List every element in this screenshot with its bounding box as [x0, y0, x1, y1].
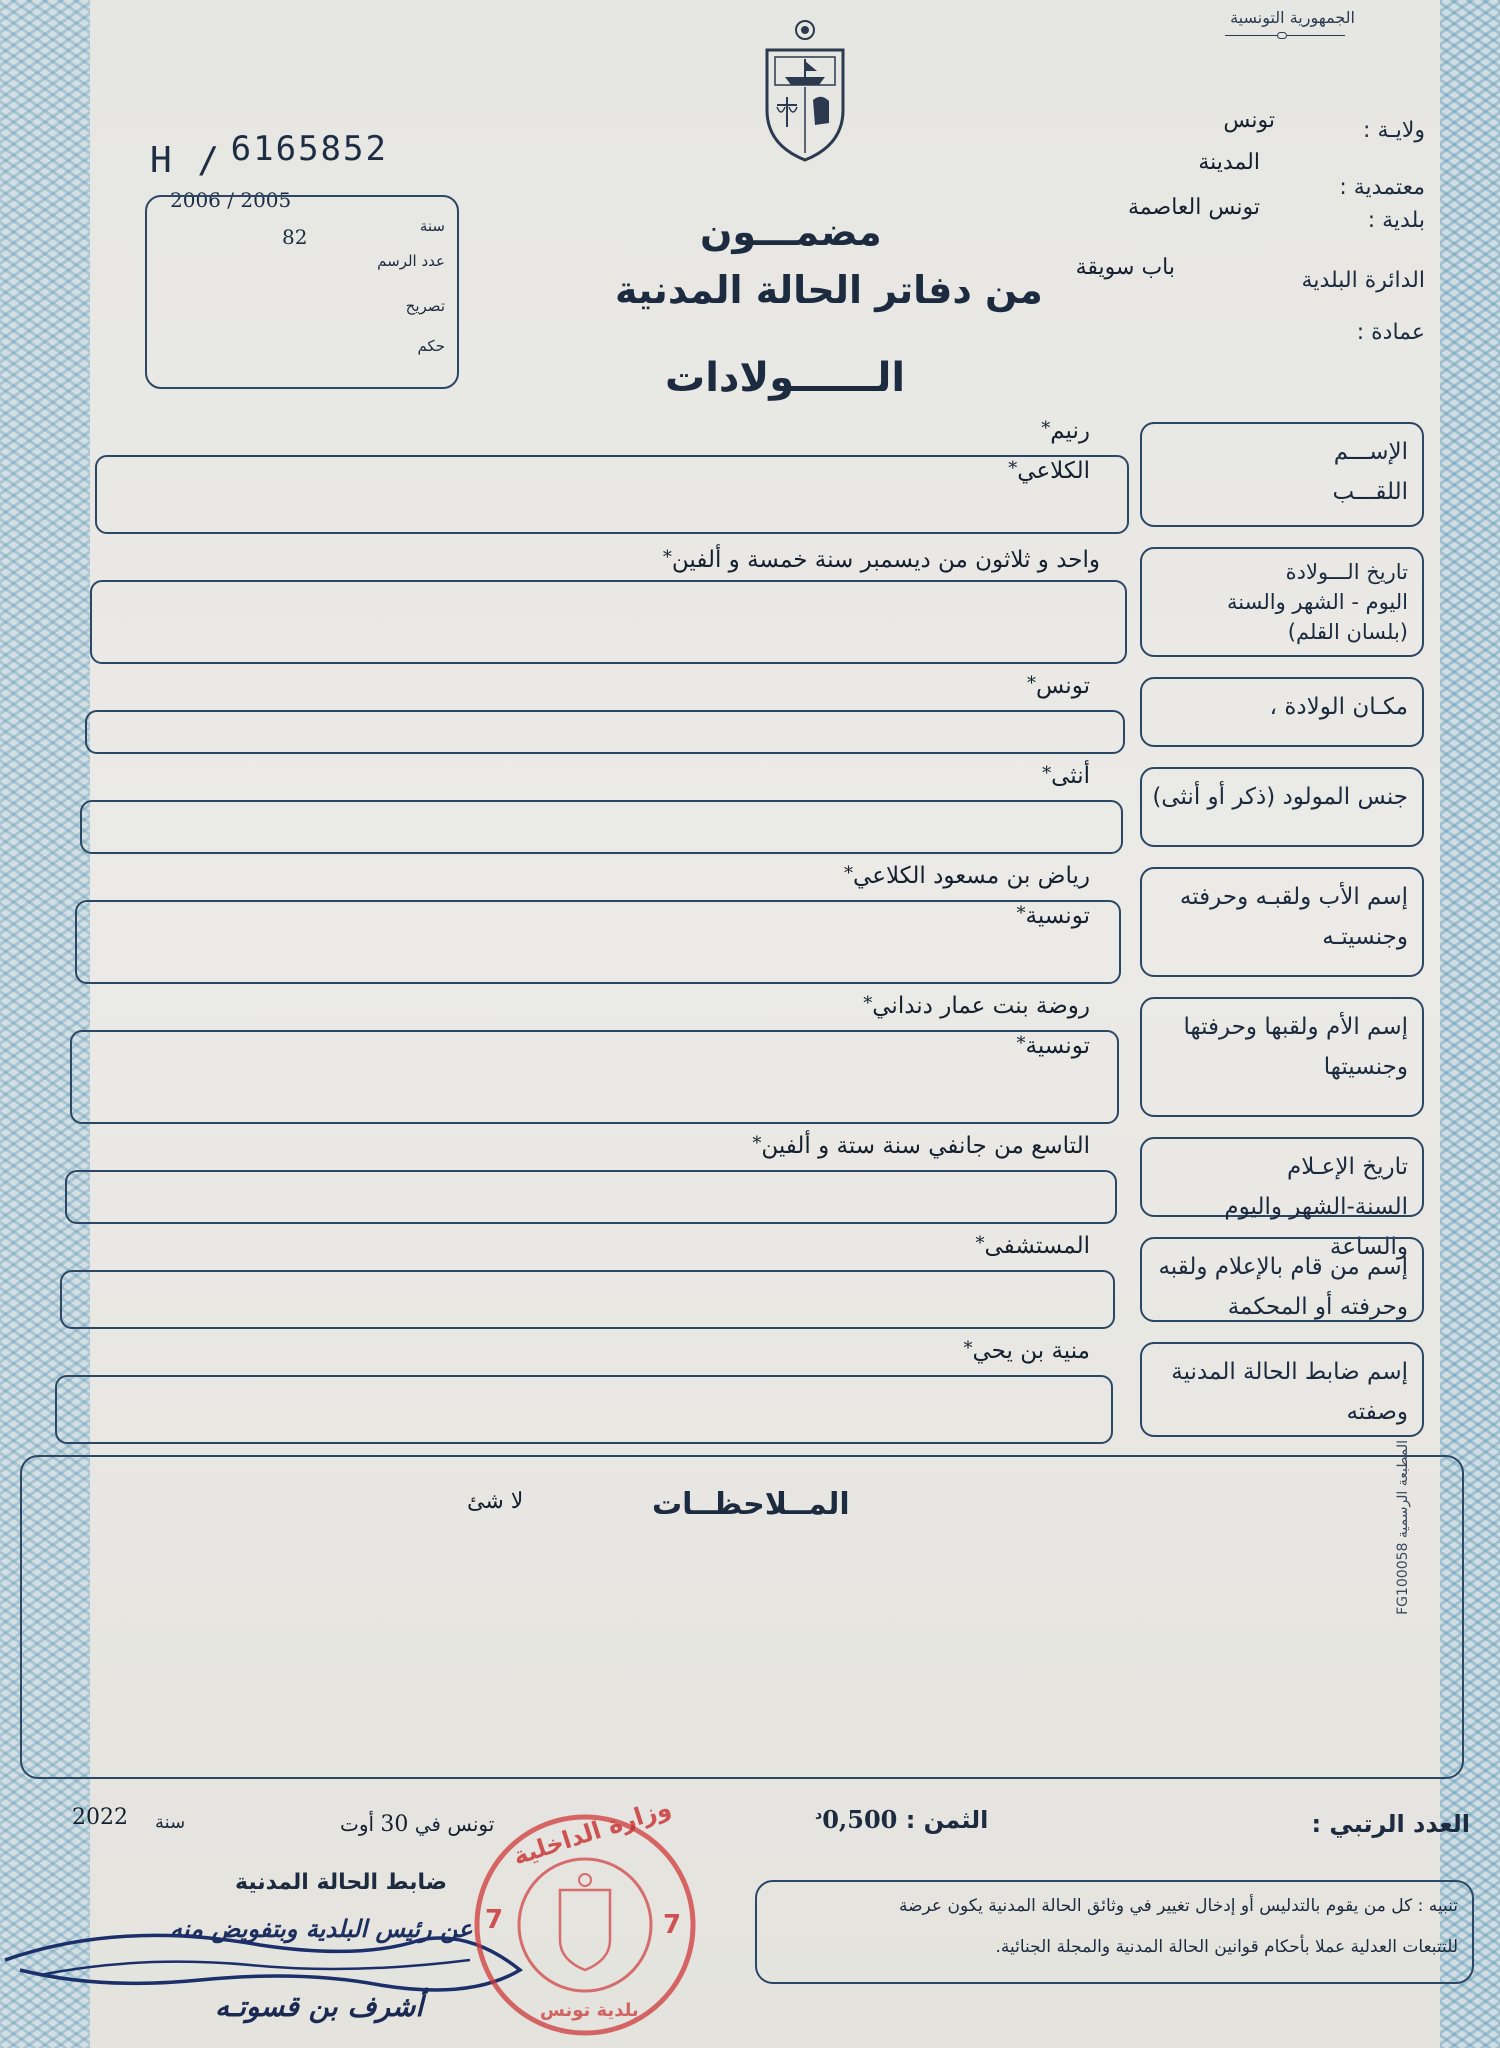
- field-value: [1017, 1033, 1090, 1059]
- field-label-line: إسم من قام بالإعلام ولقبه: [1158, 1254, 1408, 1280]
- price-value: 0,500: [822, 1805, 898, 1834]
- asterisk-mark: *: [662, 547, 672, 568]
- official-stamp: [465, 1793, 705, 2040]
- stamp-text: وزارة الداخلية: [509, 1793, 675, 1871]
- registry-judgment-label: حكم: [417, 337, 445, 355]
- field-value: [1017, 903, 1090, 929]
- field-value-text: تونسية: [1025, 1033, 1090, 1059]
- field-value: [1008, 458, 1090, 484]
- title-line3: الــــــولادات: [665, 355, 906, 401]
- field-value-box: [70, 1030, 1119, 1124]
- stamp-number-left: 7: [485, 1905, 504, 1935]
- field-label-line: مكـان الولادة ،: [1269, 694, 1408, 720]
- wilaya-label: ولايـة :: [1363, 118, 1425, 143]
- registry-declaration-label: تصريح: [405, 297, 445, 315]
- field-value-box: [85, 710, 1125, 754]
- serial-prefix: H /: [150, 140, 222, 181]
- field-label-line: الإســـم: [1333, 439, 1408, 465]
- field-value-text: تونسية: [1025, 903, 1090, 929]
- field-value: [1041, 418, 1090, 444]
- asterisk-mark: *: [752, 1133, 762, 1154]
- field-value: [663, 547, 1100, 573]
- field-label-line: إسم ضابط الحالة المدنية: [1171, 1359, 1408, 1385]
- field-value-box: [90, 580, 1127, 664]
- asterisk-mark: *: [844, 863, 854, 884]
- footer-month: أوت: [340, 1812, 375, 1836]
- price-label: الثمن :: [905, 1806, 989, 1834]
- warning-box: [755, 1880, 1474, 1984]
- field-value-text: روضة بنت عمار دنداني: [872, 993, 1090, 1019]
- officer-title: ضابط الحالة المدنية: [235, 1870, 448, 1895]
- baladiya-value: تونس العاصمة: [1128, 195, 1260, 220]
- title-line1: مضمـــون: [700, 210, 882, 254]
- field-label-line: اليوم - الشهر والسنة: [1227, 590, 1408, 614]
- remarks-box: [20, 1455, 1464, 1779]
- field-label-line: تاريخ الإعـلام: [1286, 1154, 1408, 1180]
- baladiya-label: بلدية :: [1367, 208, 1425, 233]
- field-label-line: وحرفته أو المحكمة: [1227, 1294, 1408, 1320]
- field-value: [976, 1233, 1090, 1259]
- daira-value: باب سويقة: [1075, 255, 1175, 280]
- registry-year-label: سنة: [419, 217, 445, 235]
- registry-number-label: عدد الرسم: [377, 252, 445, 270]
- field-value-text: الكلاعي: [1017, 458, 1090, 484]
- officer-signature-name: أشرف بن قسوتـه: [215, 1990, 424, 2023]
- field-value-box: [80, 800, 1123, 854]
- field-value: [844, 863, 1090, 889]
- field-value-text: المستشفى: [984, 1233, 1090, 1259]
- stamp-bottom: بلدية تونس: [540, 2000, 639, 2021]
- field-label-box: [1140, 547, 1424, 657]
- stamp-number-right: 7: [663, 1910, 682, 1940]
- footer-serial-label: العدد الرتبي :: [1311, 1810, 1470, 1838]
- price-unit: د: [815, 1807, 823, 1823]
- motamadiya-label: معتمدية :: [1339, 175, 1425, 200]
- asterisk-mark: *: [1008, 458, 1018, 479]
- title-line2: من دفاتر الحالة المدنية: [615, 268, 1043, 312]
- field-label-line: تاريخ الـــولادة: [1285, 560, 1408, 584]
- field-value-box: [55, 1375, 1113, 1444]
- motamadiya-value: المدينة: [1198, 150, 1260, 175]
- footer-day: 30: [380, 1812, 409, 1837]
- field-label-line: إسم الأم ولقبها وحرفتها: [1183, 1014, 1408, 1040]
- republic-header: [1225, 8, 1355, 36]
- field-value: [1042, 763, 1090, 789]
- footer-price: [815, 1805, 988, 1834]
- field-value-box: [60, 1270, 1115, 1329]
- field-value-box: [75, 900, 1121, 984]
- field-value-text: منية بن يحي: [972, 1338, 1090, 1364]
- serial-number: [150, 129, 388, 181]
- field-value-box: [65, 1170, 1117, 1224]
- field-value: [1027, 673, 1090, 699]
- asterisk-mark: *: [1016, 903, 1026, 924]
- field-label-box: [1140, 677, 1424, 747]
- field-label-line: السنة-الشهر واليوم والساعة: [1224, 1194, 1408, 1260]
- field-label-box: [1140, 422, 1424, 527]
- officer-delegation: عن رئيس البلدية وبتفويض منه: [170, 1915, 473, 1943]
- field-value: [752, 1133, 1090, 1159]
- field-value-text: رياض بن مسعود الكلاعي: [853, 863, 1090, 889]
- asterisk-mark: *: [1016, 1033, 1026, 1054]
- warning-line1: تنبيه : كل من يقوم بالتدليس أو إدخال تغيير في وثائق الحالة المدنية يكون عرضة: [899, 1896, 1458, 1916]
- registry-years: 2006 / 2005: [170, 188, 292, 212]
- footer-date-prefix: في: [414, 1812, 441, 1836]
- omada-label: عمادة :: [1356, 320, 1425, 345]
- serial-value: 6165852: [230, 129, 388, 169]
- field-value-text: تونس: [1035, 673, 1090, 699]
- field-label-box: [1140, 867, 1424, 977]
- field-label-line: إسم الأب ولقبـه وحرفته: [1179, 884, 1408, 910]
- wilaya-value: تونس: [1223, 108, 1275, 133]
- asterisk-mark: *: [963, 1338, 973, 1359]
- asterisk-mark: *: [863, 993, 873, 1014]
- field-label-box: [1140, 1342, 1424, 1437]
- field-value-box: [95, 455, 1129, 534]
- footer-place: تونس: [447, 1812, 495, 1836]
- footer-year-value: 2022: [72, 1805, 128, 1830]
- remarks-label: المــلاحظــات: [652, 1487, 850, 1522]
- field-label-line: وجنسيتها: [1323, 1054, 1408, 1080]
- field-value-text: واحد و ثلاثون من ديسمبر سنة خمسة و ألفين: [671, 547, 1100, 573]
- republic-text: الجمهورية التونسية: [1230, 8, 1355, 27]
- asterisk-mark: *: [1026, 673, 1036, 694]
- field-value-text: أنثى: [1051, 763, 1090, 789]
- field-label-box: [1140, 997, 1424, 1117]
- field-value-text: رنيم: [1050, 418, 1090, 444]
- field-label-box: [1140, 767, 1424, 847]
- daira-label: الدائرة البلدية: [1301, 268, 1425, 293]
- field-label-line: اللقـــب: [1332, 479, 1408, 505]
- field-value-text: التاسع من جانفي سنة ستة و ألفين: [761, 1133, 1090, 1159]
- asterisk-mark: *: [975, 1233, 985, 1254]
- warning-line2: للتتبعات العدلية عملا بأحكام قوانين الحالة المدنية والمجلة الجنائية.: [995, 1937, 1458, 1957]
- field-label-line: وجنسيتـه: [1322, 924, 1408, 950]
- field-value: [964, 1338, 1090, 1364]
- footer-year-label: سنة: [155, 1812, 186, 1833]
- field-value: [863, 993, 1090, 1019]
- field-label-line: (بلسان القلم): [1287, 620, 1408, 644]
- remarks-value: لا شئ: [467, 1489, 524, 1514]
- asterisk-mark: *: [1041, 418, 1051, 439]
- field-label-line: وصفته: [1346, 1399, 1408, 1425]
- printer-mark: المطبعة الرسمية FG100058: [1395, 1440, 1411, 1615]
- registry-box: [145, 195, 459, 389]
- tunisia-coat-of-arms-icon: [755, 15, 855, 165]
- field-label-line: جنس المولود (ذكر أو أنثى): [1152, 784, 1408, 810]
- asterisk-mark: *: [1042, 763, 1052, 784]
- field-label-box: [1140, 1137, 1424, 1260]
- field-label-box: [1140, 1237, 1424, 1322]
- registry-number-value: 82: [282, 225, 308, 249]
